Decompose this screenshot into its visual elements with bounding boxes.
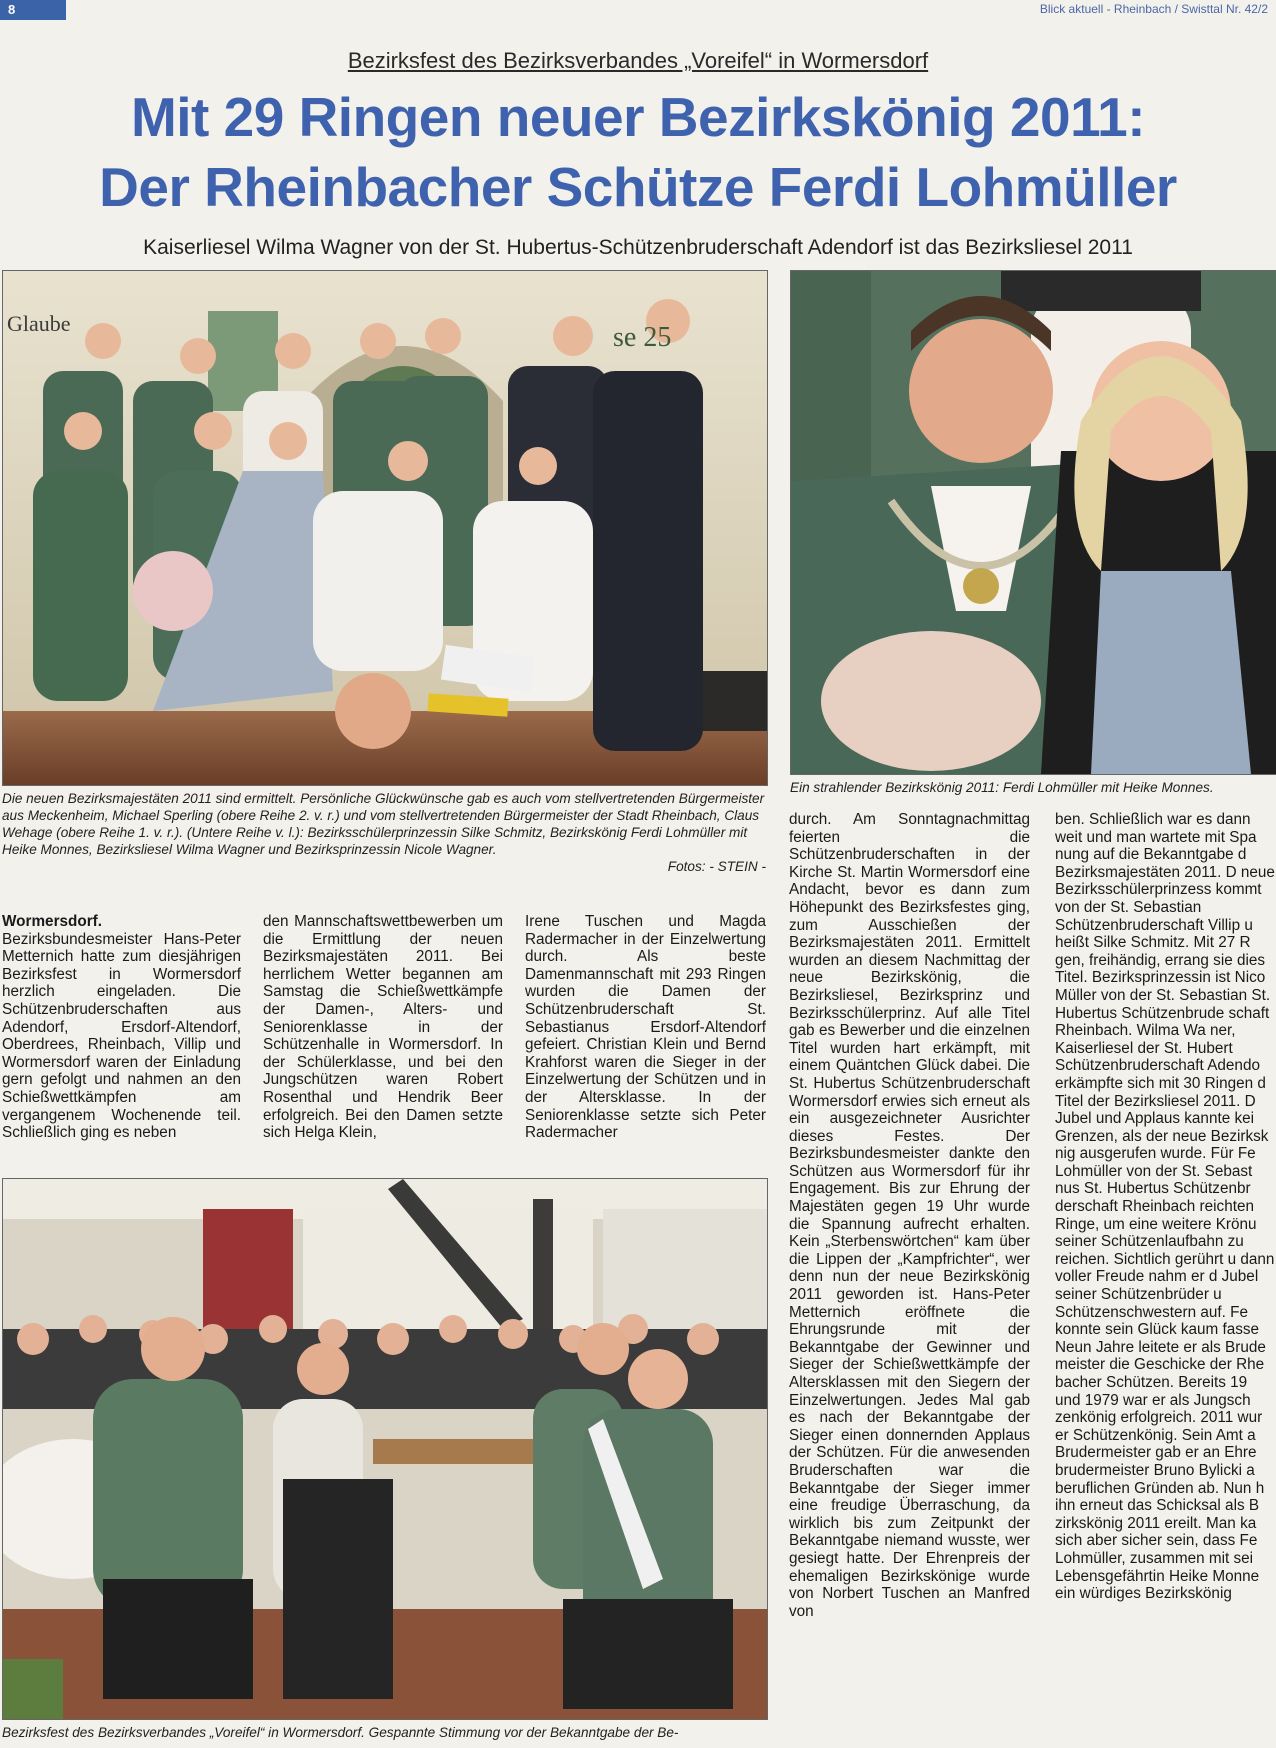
group-photo-caption (2, 790, 766, 875)
headline-line-2: Der Rheinbacher Schütze Ferdi Lohmüller (99, 156, 1177, 218)
banner-text-left: Glaube (7, 311, 71, 336)
caption-text: Die neuen Bezirksmajestäten 2011 sind ermittelt. Persönliche Glückwünsche gab es auch vom stellvertretenden Bürgermeister aus Meckenheim, Michael Sperling (obere Reihe 2. v. r.) und vom stellvertretenden Bürgermeister der Stadt Rheinbach, Claus Wehage (obere Reihe 1. v. r.). (Untere Reihe v. l.): Bezirksschülerprinzessin Silke Schmitz, Bezirkskönig Ferdi Lohmüller mit Heike Monnes, Bezirksliesel Wilma Wagner und Bezirksprinzessin Nicole Wagner. (2, 791, 765, 857)
running-head: Blick aktuell - Rheinbach / Swisttal Nr. 42/2 (1039, 2, 1268, 16)
article-column-5: ben. Schließlich war es dann weit und man wartete mit Spa nung auf die Bekanntgabe d Bezirksmajestäten 2011. D neue Bezirksschülerprinzess kommt von der St. Sebastian Schützenbruderschaft Villip u heißt Silke Schmitz. Mit 27 R gen, freihändig, errang sie dies Titel. Bezirksprinzessin ist Nico Müller von der St. Sebastian St. Hubertus Schützenbrude schaft Rheinbach. Wilma Wa ner, Kaiserliesel der St. Hubert Schützenbruderschaft Adendo erkämpfte sich mit 30 Ringen d Titel der Bezirksliesel 2011. D Jubel und Applaus kannte kei Grenzen, als der neue Bezirksk nig ausgerufen wurde. Für Fe Lohmüller von der St. Sebast nus St. Hubertus Schützenbr derschaft Rheinbach reichten Ringe, um eine weitere Krönu seiner Schützenlaufbahn zu reichen. Sichtlich gerührt u dann voller Freude nahm er d Jubel seiner Schützenbrüder u Schützenschwestern auf. Fe konnte sein Glück kaum fasse Neun Jahre leitete er als Brude meister die Geschicke der Rhe bacher Schützen. Bereits 19 und 1979 war er als Jungsch zenkönig erfolgreich. 2011 wur er Schützenkönig. Sein Amt a Brudermeister gab er an Ehre brudermeister Bruno Bylicki a beruflichen Gründen ab. Nun h ihn erneut das Schicksal als B zirkskönig 2011 ereilt. Man ka sich aber sicher sein, dass Fe Lohmüller, zusammen mit sei Lebensgefährtin Heike Monne ein würdiges Bezirkskönig (1055, 811, 1275, 1603)
column-1-text: Bezirksbundesmeister Hans-Peter Metternich hatte zum diesjährigen Bezirksfest in Wormersdorf herzlich eingeladen. Die Schützenbruderschaften aus Adendorf, Ersdorf-Altendorf, Oberdrees, Rheinbach, Villip und Wormersdorf waren der Einladung gern gefolgt und nahmen an den Schießwettkämpfen am vergangenem Wochenende teil. Schließlich ging es neben (2, 930, 241, 1142)
article-column-2: den Mannschaftswettbewerben um die Ermittlung der neuen Bezirksmajestäten 2011. Bei herrlichem Wetter begannen am Samstag die Schießwettkämpfe der Damen-, Alters- und Seniorenklasse in der Schützenhalle in Wormersdorf. In der Schülerklasse, und bei den Jungschützen waren Robert Rosenthal und Hendrik Beer erfolgreich. Bei den Damen setzte sich Helga Klein, (263, 913, 503, 1142)
audience-photo-image (3, 1179, 767, 1719)
article-column-4: durch. Am Sonntagnachmittag feierten die Schützenbruderschaften in der Kirche St. Martin Wormersdorf eine Andacht, bevor es dann zum Höhepunkt des Bezirksfestes ging, zum Ausschießen der Bezirksmajestäten 2011. Ermittelt wurden an diesem Nachmittag der neue Bezirkskönig, die Bezirksliesel, Bezirksprinz und Bezirksschülerprinz. Auf alle Titel gab es Bewerber und die einzelnen Titel wurden hart erkämpft, mit einem Quäntchen Glück dabei. Die St. Hubertus Schützenbruderschaft Wormersdorf erwies sich erneut als ein ausgezeichneter Ausrichter dieses Festes. Der Bezirksbundesmeister dankte den Schützen aus Wormersdorf für ihr Engagement. Bis zur Ehrung der Majestäten gegen 19 Uhr wurde die Spannung aufrecht erhalten. Kein „Sterbenswörtchen“ kam über die Lippen der „Kampfrichter“, wer denn nun der neue Bezirkskönig 2011 geworden ist. Hans-Peter Metternich eröffnete die Ehrungsrunde mit der Bekanntgabe der Gewinner und Sieger der Schießwettkämpfe der Altersklassen mit den Siegern der Einzelwertungen. Jedes Mal gab es nach der Bekanntgabe der Sieger einen donnernden Applaus der Schützen. Für die anwesenden Bruderschaften war die Bekanntgabe der Sieger immer eine freudige Überraschung, da wirklich bis zum Zeitpunkt der Bekanntgabe niemand wusste, wer gesiegt hatte. Der Ehrenpreis der ehemaligen Bezirkskönige wurde von Norbert Tuschen an Manfred von (789, 811, 1030, 1620)
page-number: 8 (0, 0, 66, 20)
king-portrait-photo (790, 270, 1276, 775)
banner-text-right: se 25 (613, 322, 672, 353)
king-portrait-caption: Ein strahlender Bezirkskönig 2011: Ferdi Lohmüller mit Heike Monnes. (790, 780, 1214, 795)
photo-credit: Fotos: - STEIN - (667, 859, 766, 874)
headline-line-1: Mit 29 Ringen neuer Bezirkskönig 2011: (130, 86, 1146, 148)
king-portrait-image (791, 271, 1276, 774)
article-column-3: Irene Tuschen und Magda Radermacher in der Einzelwertung durch. Als beste Damenmannschaft mit 293 Ringen wurden die Damen der Schützenbruderschaft St. Sebastianus Ersdorf-Altendorf gefeiert. Christian Klein und Bernd Krahforst waren die Sieger in der Einzelwertung der Schützen und in der Altersklasse. In der Seniorenklasse setzte sich Peter Radermacher (525, 913, 766, 1142)
article-kicker: Bezirksfest des Bezirksverbandes „Voreifel“ in Wormersdorf (347, 48, 929, 73)
article-column-1 (2, 913, 241, 1163)
audience-photo (2, 1178, 768, 1720)
group-photo (2, 270, 768, 786)
dateline: Wormersdorf. (2, 913, 103, 930)
article-subhead: Kaiserliesel Wilma Wagner von der St. Hubertus-Schützenbruderschaft Adendorf ist das Bezirksliesel 2011 (143, 236, 1133, 259)
group-photo-image (3, 271, 767, 785)
audience-photo-caption: Bezirksfest des Bezirksverbandes „Voreifel“ in Wormersdorf. Gespannte Stimmung vor der Bekanntgabe der Be- (2, 1725, 679, 1740)
